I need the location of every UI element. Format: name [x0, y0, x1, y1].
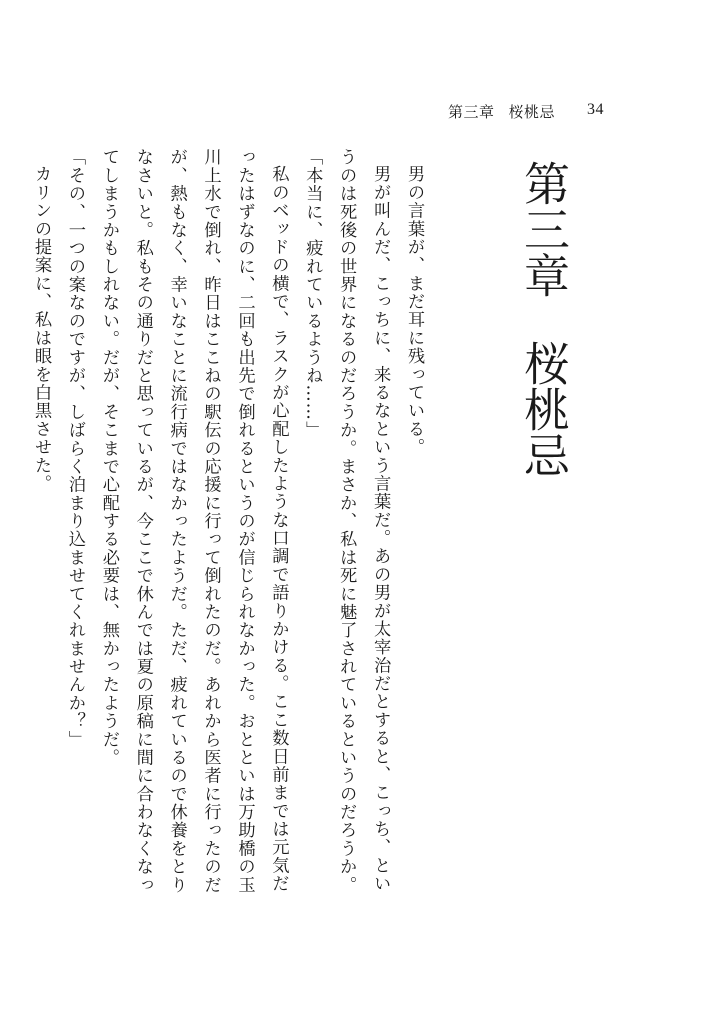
page-number: 34 — [587, 101, 604, 118]
paragraph: カリンの提案に、私は眼を白黒させた。 — [31, 165, 52, 493]
header-chapter-number: 第三章 — [447, 103, 495, 121]
running-header — [448, 101, 604, 122]
paragraph: 私のベッドの横で、ラスクが心配したような口調で語りかける。ここ数日前までは元気だったはずなのに、二回も出先で倒れるというのが信じられなかった。おとといは万助橋の玉川上水で倒れ、昨日はここねの駅伝の応援に行って倒れたのだ。あれから医者に行ったのだが、熱もなく、幸いなことに流行病ではなかったようだ。ただ、疲れているので休養をとりなさいと。私もその通りだと思っているが、今ここで休んでは夏の原稿に間に合わなくなってしまうかもしれない。だが、そこまで心配する必要は、無かったようだ。 — [98, 148, 289, 894]
dialogue-paragraph: 「本当に、疲れているようね……」 — [302, 148, 323, 440]
chapter-title — [507, 160, 571, 478]
header-chapter-name: 桜桃忌 — [508, 103, 555, 121]
paragraph: 男が叫んだ、こっちに、来るなという言葉だ。あの男が太宰治だとすると、こっち、というのは死後の世界になるのだろうか。まさか、私は死に魅了されているというのだろうか。 — [336, 148, 391, 894]
chapter-title-number: 第三章 — [517, 160, 571, 298]
chapter-title-name: 桜桃忌 — [517, 340, 571, 478]
paragraph: 男の言葉が、まだ耳に残っている。 — [404, 165, 424, 457]
dialogue-paragraph: 「その、一つの案なのですが、しばらく泊まり込ませてくれませんか？」 — [64, 148, 85, 749]
body-text — [31, 148, 430, 906]
